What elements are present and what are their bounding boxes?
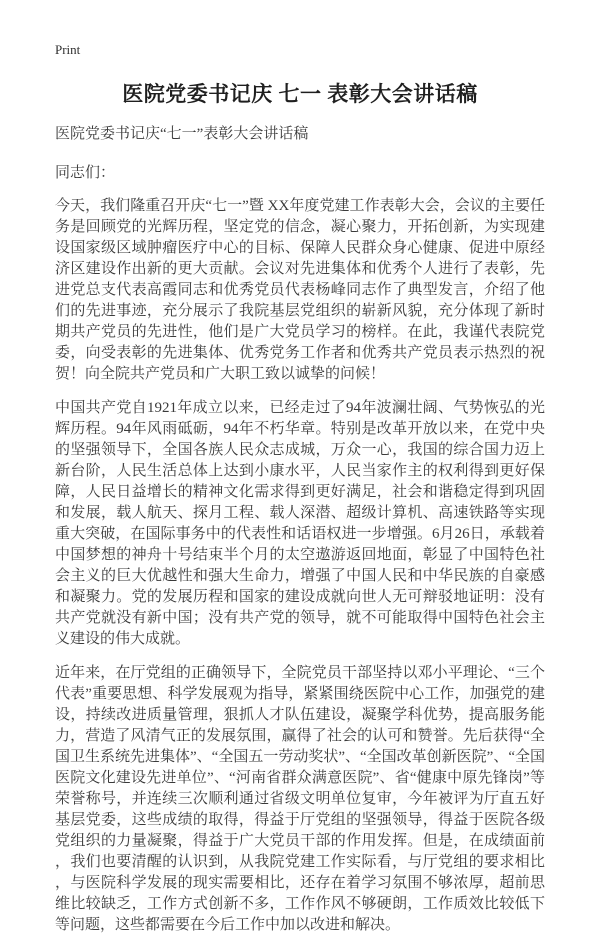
body-paragraph-3: 近年来，在厅党组的正确领导下，全院党员干部坚持以邓小平理论、“三个代表”重要思想、科学发展观为指导，紧紧围绕医院中心工作，加强党的建设，持续改进质量管理，狠抓人才队伍建设，凝聚学科优势，提高服务能力，营造了风清气正的发展氛围，赢得了社会的认可和赞誉。先后获得“全国卫生系统先进集体”、“全国五一劳动奖状”、“全国改革创新医院”、“全国医院文化建设先进单位”、“河南省群众满意医院”、省“健康中原先锋岗”等荣誉称号，并连续三次顺利通过省级文明单位复审，今年被评为厅直五好基层党委，这些成绩的取得，得益于厅党组的坚强领导，得益于医院各级党组织的力量凝聚，得益于广大党员干部的作用发挥。但是，在成绩面前，我们也要清醒的认识到，从我院党建工作实际看，与厅党组的要求相比，与医院科学发展的现实需要相比，还存在着学习氛围不够浓厚，超前思维比较缺乏，工作方式创新不多，工作作风不够硬朗，工作质效比较低下等问题，这些都需要在今后工作中加以改进和解决。 — [55, 665, 545, 933]
print-link[interactable]: Print — [55, 42, 81, 57]
body-paragraph-1: 今天，我们隆重召开庆“七一”暨 XX年度党建工作表彰大会，会议的主要任务是回顾党的光辉历程，坚定党的信念，凝心聚力，开拓创新，为实现建设国家级区域肿瘤医疗中心的目标、保障人民群众身心健康、促进中原经济区建设作出新的更大贡献。会议对先进集体和优秀个人进行了表彰，先进党总支代表高霞同志和优秀党员代表杨峰同志作了典型发言，介绍了他们的先进事迹，充分展示了我院基层党组织的崭新风貌，充分体现了新时期共产党员的先进性，他们是广大党员学习的榜样。在此，我谨代表院党委，向受表彰的先进集体、优秀党务工作者和优秀共产党员表示热烈的祝贺！向全院共产党员和广大职工致以诚挚的问候！ — [55, 198, 545, 382]
document-subtitle: 医院党委书记庆“七一”表彰大会讲话稿 — [55, 126, 309, 142]
page-title: 医院党委书记庆 七一 表彰大会讲话稿 — [122, 82, 478, 106]
salutation-line: 同志们： — [55, 165, 116, 181]
body-paragraph-2: 中国共产党自1921年成立以来，已经走过了94年波澜壮阔、气势恢弘的光辉历程。94年风雨砥砺，94年不朽华章。特别是改革开放以来，在党中央的坚强领导下，全国各族人民众志成城，万众一心，我国的综合国力迈上新台阶，人民生活总体上达到小康水平，人民当家作主的权利得到更好保障，人民日益增长的精神文化需求得到更好满足，社会和谐稳定得到巩固和发展，载人航天、探月工程、载人深潜、超级计算机、高速铁路等实现重大突破，在国际事务中的代表性和话语权进一步增强。6月26日，承载着中国梦想的神舟十号结束半个月的太空遨游返回地面，彰显了中国特色社会主义的巨大优越性和强大生命力，增强了中国人民和中华民族的自豪感和凝聚力。党的发展历程和国家的建设成就向世人无可辩驳地证明：没有共产党就没有新中国；没有共产党的领导，就不可能取得中国特色社会主义建设的伟大成就。 — [55, 400, 545, 647]
